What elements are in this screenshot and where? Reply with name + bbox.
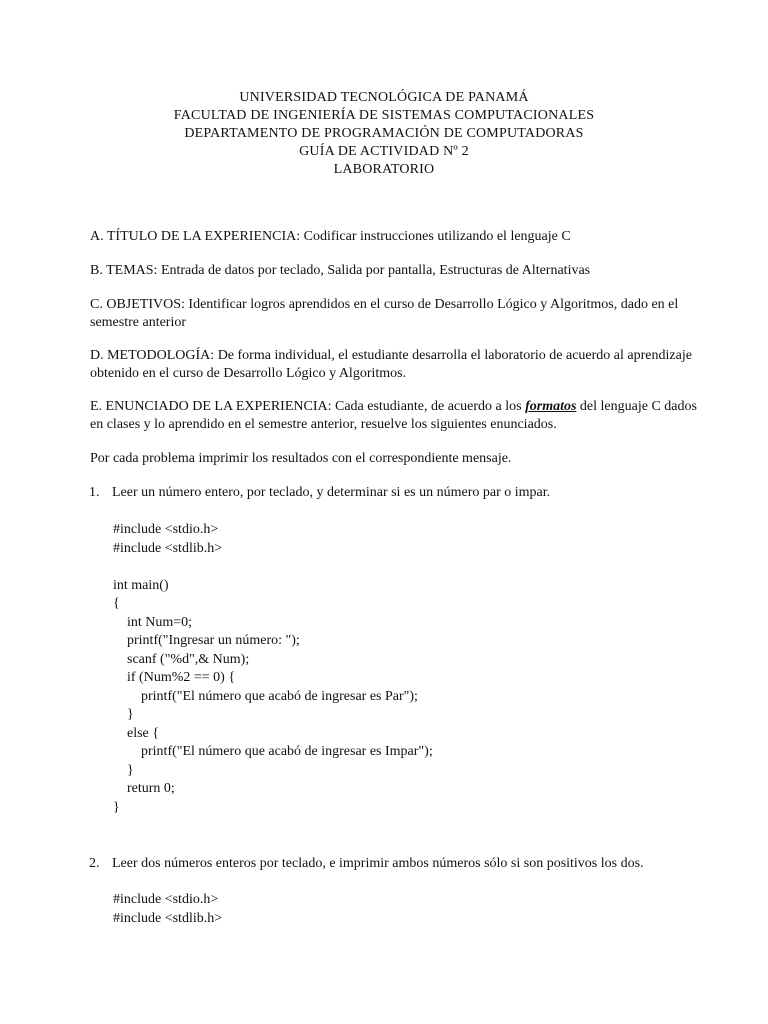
code-line: else { — [127, 725, 159, 741]
section-a-text: Codificar instrucciones utilizando el lenguaje C — [300, 229, 571, 244]
problem-1-code — [113, 521, 673, 817]
code-line: printf("Ingresar un número: "); — [127, 633, 300, 648]
section-e-label: E. ENUNCIADO DE LA EXPERIENCIA: — [90, 399, 332, 414]
header-department: DEPARTAMENTO DE PROGRAMACIÓN DE COMPUTADORAS — [184, 126, 584, 141]
code-line: printf("El número que acabó de ingresar es Impar"); — [141, 744, 433, 759]
code-line: #include <stdlib.h> — [113, 910, 223, 926]
section-b-label: B. TEMAS: — [90, 263, 158, 278]
section-e-text-post: del lenguaje C dados en clases y lo aprendido en el semestre anterior, resuelve los siguientes enunciados. — [90, 399, 697, 432]
code-line: } — [127, 762, 134, 778]
section-c — [90, 296, 710, 332]
code-line: scanf ("%d",& Num); — [127, 651, 250, 667]
problem-2-text: Leer dos números enteros por teclado, e imprimir ambos números sólo si son positivos los dos. — [112, 856, 644, 871]
code-line: int Num=0; — [127, 614, 193, 630]
code-line: { — [113, 596, 120, 611]
code-line: int main() — [113, 577, 169, 593]
code-line — [113, 558, 673, 577]
section-d-label: D. METODOLOGÍA: — [90, 348, 215, 363]
section-e-text-pre: Cada estudiante, de acuerdo a los — [331, 399, 526, 414]
header-guide-number: GUÍA DE ACTIVIDAD Nº 2 — [299, 144, 469, 159]
section-a-label: A. TÍTULO DE LA EXPERIENCIA: — [90, 229, 301, 244]
problem-1-number: 1. — [89, 485, 100, 500]
section-e — [90, 398, 710, 434]
problem-2-number: 2. — [89, 856, 100, 871]
code-line: } — [113, 799, 120, 815]
header-laboratory: LABORATORIO — [333, 162, 435, 177]
problem-1-text: Leer un número entero, por teclado, y determinar si es un número par o impar. — [112, 485, 551, 500]
section-b-text: Entrada de datos por teclado, Salida por pantalla, Estructuras de Alternativas — [157, 263, 591, 278]
code-line: return 0; — [127, 781, 175, 796]
section-a — [90, 228, 710, 246]
code-line: } — [127, 707, 134, 722]
section-d-text: De forma individual, el estudiante desarrolla el laboratorio de acuerdo al aprendizaje obtenido en el curso de Desarrollo Lógico y Algoritmos. — [90, 348, 692, 381]
problem-1 — [90, 484, 710, 502]
document-header — [0, 89, 768, 179]
code-line: #include <stdio.h> — [113, 892, 219, 907]
problem-2 — [90, 855, 710, 873]
instruction-note: Por cada problema imprimir los resultados con el correspondiente mensaje. — [90, 451, 512, 466]
section-d — [90, 347, 710, 383]
section-c-text: Identificar logros aprendidos en el curso de Desarrollo Lógico y Algoritmos, dado en el semestre anterior — [90, 297, 679, 330]
problem-2-code — [113, 891, 673, 928]
section-b — [90, 262, 710, 280]
code-line: #include <stdio.h> — [113, 522, 219, 537]
header-university: UNIVERSIDAD TECNOLÓGICA DE PANAMÁ — [239, 90, 529, 105]
code-line: #include <stdlib.h> — [113, 540, 223, 556]
section-e-emphasis: formatos — [525, 399, 577, 414]
header-faculty: FACULTAD DE INGENIERÍA DE SISTEMAS COMPUTACIONALES — [173, 108, 595, 123]
section-c-label: C. OBJETIVOS: — [90, 297, 185, 312]
code-line: if (Num%2 == 0) { — [127, 670, 236, 685]
code-line: printf("El número que acabó de ingresar es Par"); — [141, 688, 418, 704]
